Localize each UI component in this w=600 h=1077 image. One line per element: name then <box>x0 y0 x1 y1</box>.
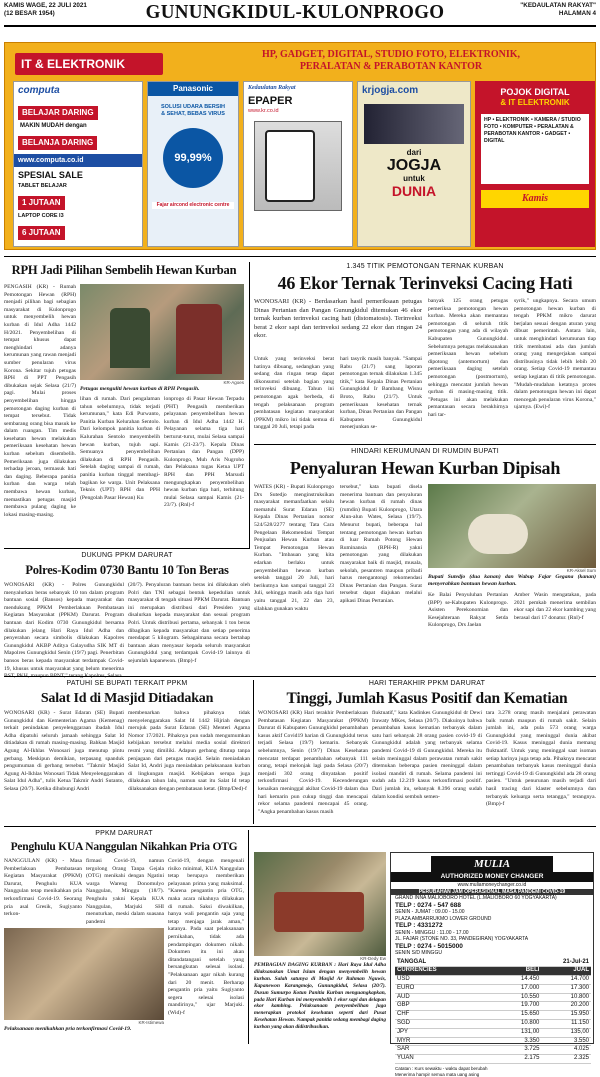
polres-kicker: DUKUNG PPKM DARURAT <box>81 552 173 559</box>
currency-code: SGD <box>395 1020 492 1029</box>
penghulu-body-col3: Covid-19, dengan mengenali risiko minimal, KUA Nanggulan tetap berupaya memberikan pelayanan prima yang maksimal. "Karena pengantin pria OTG, maka acara nikahnya dilakukan di rumah. Saksi diwakilkan, hanya wali pengantin saja yang tetap menjaga jarak aman," katanya. Pada saat pelaksanaan pernikahan, tidak ada pendampingan dokumen nikah. Dokumen itu ini akan ditandatangani setelah yang bersangkutan selesai isolasi. "Pelaksanaan agar nikah kurang dari 20 menit. Berharap pengantin pria yaitu Sugiyanto segera selesai isolasi mandirinya," ujar Marjuki. (Wid)-f <box>168 858 244 1016</box>
panasonic-dealer: Fajar aircond electronic centre <box>152 202 234 209</box>
penghulu-kicker: PPKM DARURAT <box>95 830 153 837</box>
mulia-subtitle: AUTHORIZED MONEY CHANGER <box>391 872 593 882</box>
computa-tag2: MAKIN MUDAH dengan <box>20 123 87 129</box>
col-buy: BELI <box>492 967 542 976</box>
mulia-office2: PLAZA AMBARRUKMO LOWER GROUND <box>395 915 492 922</box>
rph-headline: RPH Jadi Pilihan Sembelih Hewan Kurban <box>11 263 237 277</box>
tinggi-body-col3: tara 3.278 orang masih menjalani perawatan baik rumah maupun di rumah sakit. Selain jumlah ini, ada pula 573 orang warga Gunungkidul yang meninggal dunia akibat Covid-19. Kasus meninggal dunia memang fluktuatif. Untuk yang meninggal saat isoman setiap harinya juga tetap ada. Pihaknya mencatat penambahan terbanyak kasus meninggal dunia tertinggi Covid-19 di Gunungkidul ada 28 orang pasien. "Untuk penurunan masih terjadi dari hasil tracing dari klaster sebelumnya dan terbanyak keluarga serta tetangga," terangnya. (Bmp)-f <box>486 710 596 808</box>
mulia-url[interactable]: www.muliamoneychanger.co.id <box>457 882 527 888</box>
rph-photo-credit: KR-Agoes <box>223 380 244 385</box>
dipisah-body-col1: WATES (KR) - Bupati Kulonprogo Drs Sutedjo menginstruksikan masyarakat memanfaatkan selalu mematuhi Surat Edaran (SE) Kepala Dinas Pertanian nomor 524/528/2277 tentang Tata Cara Pengelaan Rekomendasi Tempat Penjualan Hewan Kurban atau Tempat Pemotongan Hewan Kurban. "Imbauan yang kita edarkan berlaku untuk penyembelihan hewan kurban setelah tanggal 20 Juli, hari berikutnya kan sampai tanggal 23 Juli, sehingga masih ada tiga hari yaitu tanggal 21, 22 dan 23, silahkan gunakan waktu <box>254 484 334 612</box>
table-row <box>395 984 591 993</box>
cacing-headline: 46 Ekor Ternak Terinveksi Cacing Hati <box>277 273 573 293</box>
ad-panasonic[interactable] <box>147 81 239 247</box>
sell-rate: 135,00 <box>541 1028 591 1037</box>
pojok-items: HP • ELEKTRONIK • KAMERA / STUDIO FOTO • KOMPUTER • PERALATAN & PERABOTAN KANTOR • GADGET • DIGITAL <box>481 114 589 184</box>
sell-rate: 17.300 <box>541 984 591 993</box>
col-sell: JUAL <box>541 967 591 976</box>
penghulu-photo-credit: KR-Istimewa <box>138 1020 164 1025</box>
salat-body-col1: WONOSARI (KR) - Surat Edaran (SE) Bupati Gunungkidul dan Kementerian Agama (Kemenag) terkait penindakan penyelenggaraan ibadah Idul Adha dipatuhi seluruh jamaah sehingga Salat Id ditiadakan di rumah masing-masing. Bahkan Masjid Agung Al-Ikhlas Wonosari juga menutup pintu gerbang. Meskipun demikian, terpasang spanduk pengumuman di gerbang tersebut. "Takmir Masjid Agung Al-Ikhlas Wonosari Tidak Menyelenggarakan Salat Idul Adha", tulis Ketua Takmir Andri Sutanto, Selasa (20/7). Ketika dihubungi Andri <box>4 710 124 792</box>
penghulu-body-col1: NANGGULAN (KR) - Masa Pemberlakuan Pembatasan Kegiatan Masyarakat (PPKM) Darurat, Penghulu KUA Nanggulan tetap menikahkan pria terkonfirmasi Covid-19. Seorang pria asal Gresik, Sugiyanto terkon- <box>4 858 82 918</box>
sell-rate: 11.150 <box>541 1020 591 1029</box>
buy-rate: 3.350 <box>492 1037 542 1046</box>
date-label: TANGGAL <box>395 959 492 967</box>
dipisah-headline: Penyaluran Hewan Kurban Dipisah <box>289 458 561 478</box>
currency-code: GBP <box>395 1002 492 1011</box>
founded-note: (12 BESAR 1954) <box>4 10 55 17</box>
rph-photo <box>80 284 244 380</box>
krjogja-logo: krjogja.com <box>362 85 419 96</box>
penghulu-caption: Pelaksanaan menikahkan pria terkonfirmasi Covid-19. <box>4 1026 132 1032</box>
salat-kicker: PATUHI SE BUPATI TERKAIT PPKM <box>66 680 188 687</box>
penghulu-headline: Penghulu KUA Nanggulan Nikahkan Pria OTG <box>10 841 238 853</box>
panasonic-line1: SOLUSI UDARA BERSIH <box>161 104 225 110</box>
panasonic-logo: Panasonic <box>148 82 238 96</box>
tinggi-body-col1: WONOSARI (KR) Hari terakhir Pemberlakuan Pembatasan Kegiatan Masyarakat (PPKM) Darurat di Kabupaten Gunungkidul penambahan kasus aktif Covid19 harian di Gunungkidul terus terjadi Selasa (19/7) kemarin. Sebanyak sebelumnya, Senin (19/7) Dinas Kesehatan mencatat terdapat penambahan sebanyak 111 orang, tetapi melonjak lagi pada Selasa (20/7) menjadi 302 orang dinyatakan positif terkonfirmasi Covid-19. Kecenderungan kenaikan meninggal akibat Covid-19 dalam dua hari kemarin pun cukup tinggi dan mencapai rekor selama pandemi mencapai 45 orang. "Angka penambahan kasus masih <box>258 710 368 815</box>
krjogja-big3: untuk <box>403 174 425 183</box>
buy-rate: 131,00 <box>492 1028 542 1037</box>
ad-pojok-digital[interactable] <box>475 81 595 247</box>
table-row <box>395 993 591 1002</box>
krjogja-big1: dari <box>406 148 422 157</box>
epaper-url[interactable]: www.kr.co.id <box>248 108 279 114</box>
ad-headline-line1: HP, GADGET, DIGITAL, STUDIO FOTO, ELEKTRONIK, <box>261 49 521 60</box>
section-title: GUNUNGKIDUL-KULONPROGO <box>145 1 445 23</box>
epaper-brand: Kedaulatan Rakyat <box>248 85 296 91</box>
panasonic-line2: & SEHAT, BEBAS VIRUS <box>161 111 225 117</box>
dipisah-caption: Bupati Sutedjo (dua kanan) dan Wabup Fajar Gegana (kanan) menyerahkan bantuan hewan kurban. <box>428 574 596 588</box>
ad-epaper[interactable] <box>243 81 353 247</box>
currency-code: YUAN <box>395 1055 492 1064</box>
krjogja-phone-image <box>364 104 464 144</box>
computa-item1: TABLET BELAJAR <box>18 183 67 189</box>
mulia-office3: JL. FAJAR (STONE NO. 33, PANDEGIRAN) YOGYAKARTA <box>395 936 529 942</box>
mulia-logo: MULIA <box>431 856 553 872</box>
sell-rate: 20.200 <box>541 1002 591 1011</box>
ad-mulia-money-changer[interactable] <box>390 852 594 1077</box>
col-currency: CURRENCIES <box>395 967 492 976</box>
dipisah-photo <box>428 484 596 568</box>
krjogja-big4: DUNIA <box>391 183 437 199</box>
divider <box>254 444 596 445</box>
table-row <box>395 1028 591 1037</box>
masthead <box>4 2 596 24</box>
ad-banner-it-elektronik[interactable] <box>4 42 596 250</box>
sell-rate: 2.325 <box>541 1055 591 1064</box>
polres-body-col1: WONOSARI (KR) - Polres Gunungkidul menyalurkan beras sebanyak 10 ton dalam program bantuan sosial (Bansos) kepada masyarakat dan mendukung PPKM Pemberlakuan Pembatasan Kegiatan Masyarakat (PPKM) Darurat. Program bantuan dari Kodim 0730 Gunungkidul bersama dilakukan jelang Hari Raya Idul Adha dan penyerahan secara simbolis dilakukan Kapolres Gunungkidul AKBP Aditya Galayudha SIK MT di Mapolres Gunungkidul Senin (19/7) pagi. Penerbitan bansos beras kepada masyarakat terdampak Covid-19, khusus untuk masyarakat yang belum menerima <box>4 582 124 672</box>
mulia-hours3: SENIN S/D MINGGU <box>395 950 442 956</box>
mulia-notice: PERUBAHAN JAM OPERASIONAL MASA PANDEMI COVID-19 <box>391 889 593 896</box>
krjogja-big2: JOGJA <box>386 157 442 174</box>
mulia-hours2: SENIN - MINGGU : 11.00 - 17.00 <box>395 929 469 936</box>
buy-rate: 19.700 <box>492 1002 542 1011</box>
mulia-phone2: TELP : 4331272 <box>395 922 443 929</box>
penghulu-body-col2: firmasi Covid-19, namun tergolong Orang Tanpa Gejala (OTG) menikahi dengan Ngatini warga Wareng Donomulyo Nanggulan, Minggu (18/7). Penghulu yakni Kepala KUA Nanggulan, Marjuki SHI menuturkan, meski dalam suasana pandemi <box>86 858 164 925</box>
divider <box>248 830 249 1044</box>
exchange-rate-table <box>395 959 591 1065</box>
tinggi-headline: Tinggi, Jumlah Kasus Positif dan Kematian <box>286 690 568 707</box>
table-row <box>395 1011 591 1020</box>
pojok-title2: & IT ELEKTRONIK <box>500 98 570 107</box>
currency-code: CHF <box>395 1011 492 1020</box>
pojok-title1: POJOK DIGITAL <box>500 87 570 97</box>
rate-date-row <box>395 959 591 967</box>
ad-headline-line2: PERALATAN & PERABOTAN KANTOR <box>299 61 483 72</box>
salat-body-col2: membenarkan bahwa pihaknya tidak menyelenggarakan Salat Id 1442 Hijriah dengan merujuk pada Surat Edaran (SE) Menteri Agama Nomor 17/2021. Pihaknya pun sudah mengumumkan kebijakan tersebut melalui media sosial direktori resmi yang dimiliki. Adapun gerbang ditutup tanpa penjagaan dari petugas masjid. Selain meniadakan Salat Id, Andri juga meniadakan pelaksanaan kurban di lingkungan masjid. Kebijakan serupa juga dilakukan tahun lalu, namun saat itu Salat Id tetap dilaksanakan dengan pembatasan ketat. (Bmp/Ded)-f <box>128 710 250 792</box>
ad-computa[interactable] <box>13 81 143 247</box>
currency-code: USD <box>395 976 492 985</box>
table-row <box>395 1055 591 1064</box>
sell-rate: 4.025 <box>541 1046 591 1055</box>
currency-code: AUD <box>395 993 492 1002</box>
computa-promo: SPESIAL SALE <box>18 170 83 180</box>
masthead-left <box>4 2 87 18</box>
dipisah-body-col3: Ke Balai Penyuluhan Pertanian (BPP) se-Kabupaten Kulonprogo. Asisten Perekonomian dan Kesejahteraan Rakyat Setda Kulonprogo, Drs Jaelan <box>428 592 508 629</box>
divider <box>253 680 254 824</box>
table-row <box>395 1037 591 1046</box>
sell-rate: 14.700 <box>541 976 591 985</box>
currency-code: SAR <box>395 1046 492 1055</box>
cacing-body-col2: hari tasyrik masih banyak. "Sampai Rabu (21/7) sang laporan pemotongan ternak dilakukan 1.345 titik," kata Kepala Dinas Pertanian Gunungkidul Ir Bambang Wisnu Broto, Rabu (21/7). Untuk pemeriksaan kesehatan ternak kurban, Dinas Pertanian dan Pangan Kabupaten Gunungkidul menerjunkan se- <box>340 356 422 431</box>
polres-body-col2: (20/7). Penyaluran bantuan beras ini dilakukan oleh Polri dan TNI sebagai bentuk kepedulian untuk masyarakat di tengah situasi PPKM Darurat. Bantuan ini merupakan distribusi dari Presiden yang disalurkan kepada masyarakat dan sesuai program Polri. Untuk distribusi pertama, sebanyak 1 ton beras dibagikan kepada masyarakat dan setiap penerima mendapat 5 kilogram. Sebagaimana secara bertahap bantuan akan menyasar kepada seluruh masyarakat Gunungkidul yang terdampak Covid-19 lainnya di sejumlah kapanewon. (Bmp)-f <box>128 582 250 664</box>
rph-body-col1: PENGASIH (KR) - Rumah Pemotongan Hewan (RPH) menjadi pilihan bagi sebagian masyarakat di Kulonprogo untuk menyembelih hewan kurban di Idul Adha 1442 H/2021. Penyembelihan di tempat khusus dapat menghindari adanya kerumunan yang rawan menjadi sumber penularan virus Korona. Sekitar tujuh petugas RPH di PPT Pengasih dibukakan sejak Selasa (21/7) pagi. Mulai proses penyembelihan hingga pemotongan daging kurban di tempat tersebut. Tidak sembarang orang bisa masuk ke dalam ruangan. Tim medis kesehatan hewan melakukan pemeriksaan kesehatan hewan kurban sebelum disembelih. Pemeriksaan juga dilakukan terhadap jeroan, termasuk hati dan daging. Beberapa panitia kurban dan warga telah membawa hewan kurban, memastikan petugas masjid membawa pulang daging ke lokasi masing-masing. <box>4 284 76 518</box>
computa-item2: LAPTOP CORE I3 <box>18 213 64 219</box>
divider <box>4 676 596 677</box>
panasonic-badge: 99,99% <box>163 128 223 188</box>
currency-code: MYR <box>395 1037 492 1046</box>
computa-url[interactable]: www.computa.co.id <box>14 154 142 167</box>
computa-price2: 6 JUTAAN <box>18 226 65 240</box>
salat-headline: Salat Id di Masjid Ditiadakan <box>40 691 214 706</box>
divider <box>4 826 596 827</box>
daging-photo-credit: KR-Dedy Ew <box>360 956 386 961</box>
ad-category-tag: IT & ELEKTRONIK <box>15 53 163 75</box>
masthead-right <box>520 2 596 18</box>
page-number: HALAMAN 4 <box>558 10 596 17</box>
daging-caption: PEMBAGIAN DAGING KURBAN : Hari Raya Idul Adha dilaksanakan Umat Islam dengan menyembelih hewan kurban. Salah satunya di Masjid Ar Rahman Nguwis, Kapanewon Karangmojo, Gunungkidul, Selasa (20/7). Dusun Sumurpo Kotun Panitia Kurban menguangkapkan, pada Hari Kurban ini menyembelih 1 ekor sapi dan delapan ekor kambing. Pelaksanaan penyembelihan juga menerapkan protokol kesehatan seperti dari Pusat Kesehatan Hewan. Nampak panitia sedang membagi daging kurban yang akan didistribusikan. <box>254 962 386 1031</box>
buy-rate: 2.175 <box>492 1055 542 1064</box>
mulia-footer1: Catatan : Kurs sewaktu - waktu dapat berubah <box>395 1066 488 1072</box>
sell-rate: 10.800 <box>541 993 591 1002</box>
computa-logo: computa <box>18 85 60 96</box>
buy-rate: 3.725 <box>492 1046 542 1055</box>
rph-body-col3: lonprogo di Pasar Hewan Terpadu (PHT) Pengasih memberikan pelayanan penyembelihan hewan kurban di Idul Adha 1442 H. Pelayanan selama tiga hari berturut-turut, mulai Selasa sampai Kamis (21-23/7). Kepala Dinas Pertanian dan Pangan (DPP) Kulonprogo, Muh Aris Nugroho dan Pelaksana tugas Ketua UPT RPH dan PPH Marsudi mengungkapkan penyembelihan hewan kurban tiga hari, terhitung mulai Selasa sampai Kamis (21-23/7). (Rnl)-f <box>164 396 244 509</box>
cacing-lead: WONOSARI (KR) - Berdasarkan hasil pemeriksaan petugas Dinas Pertanian dan Pangan Gunungkidul ditemukan 46 ekor ternak kurban terinveksi cacing hati (distomatosis). Terinveksi berat 2 ekor sapi dan terinveksi sedang 22 ekor dan ringan 24 ekor. <box>254 298 422 340</box>
pojok-day: Kamis <box>481 190 589 208</box>
daging-photo <box>254 852 386 956</box>
cacing-body-col3: banyak 125 orang petugas pemeriksa pemotongan hewan kurban. Mereka akan memantau pemotongan di seluruh titik pemotongan yang ada di wilayah Kabupaten Gunungkidul. Sebelumnya petugas melaksanakan pemeriksaan hewan sebelum dipotong (antemortum) dan pemeriksaan daging setelah pemotongan (postmortum), sehingga mencatat jumlah hewan qurban di masing-masing titik. "Petugas ini akan melakukan pemantauan secara berakhirnya hari tar- <box>428 298 508 418</box>
divider <box>4 256 596 257</box>
dipisah-body-col2: tersebut," kata bupati disela menerima bantuan dan penyaluran hewan kurban di rumah dinas (rumdin) Bupati Kulonprogo, Utara Alun-alun Wates, Selasa (19/7). Menurut bupati, beberapa hal tentang pemotongan hewan kurban di luar Rumah Potong Hewan Ruminansia (RPH-R) yakni pemotongan yang dilakukan masyarakat baik di masjid, musala, sekolah, pesantren maupun pribadi harus mengantongi rekomendasi Dinas Pertanian dan Pangan. Surat tersebut dapat diajukan melalui apikasi Dinas Pertanian. <box>340 484 422 604</box>
buy-rate: 17.000 <box>492 984 542 993</box>
currency-code: JPY <box>395 1028 492 1037</box>
table-row <box>395 1002 591 1011</box>
buy-rate: 10.550 <box>492 993 542 1002</box>
currency-code: EURO <box>395 984 492 993</box>
rate-header-row <box>395 967 591 976</box>
tinggi-body-col2: fluktuatif," kata Kadinkes Gunungkidul dr Dewi Irawaty MKes, Selasa (20/7). Diakuinya bahwa penambahan kasus kematian terbanyak dalam satu hari sebanyak 28 orang pasien covid-19 di Gunungkidul adalah yang terbanyak selama pandemi Covid-19 di Gunungkidul. Mereka itu selain meninggal dalam perawatan rumah sakit ditemukan beberapa pasien meninggal dalam isolasi mandiri di rumah. Selama pandemi ini sudah ada 12.219 kasus terkonfirmasi positif. Dari jumlah itu, sebanyak 8.396 orang sudah dalam kondisi sembuh semen- <box>372 710 482 800</box>
ad-headline <box>191 49 591 73</box>
mulia-phone3: TELP : 0274 - 5015000 <box>395 942 463 950</box>
edition-date: KAMIS WAGE, 22 JULI 2021 <box>4 2 87 9</box>
mulia-phone1: TELP : 0274 - 547 688 <box>395 901 462 909</box>
penghulu-photo <box>4 928 164 1020</box>
rph-body-col2: lihan di rumah. Dari pengalaman tahun sebelumnya, tidak terjadi kerumunan," kata Edi Purwanto, Panitia Kurban Kelurahan Sentolo. Dari kelompok panitia kurban di Kalurahan Sentolo menyembelih hewan kurban, tujuh sapi. Semuanya penyembelihan dilakukan di RPH Pengasih. Setelah daging sampai di rumah, panitia kurban tinggal membagi-bagikan ke warga. Unit Pelaksana Teknis (UPT) RPH dan PPH (Pengolah Pasar Hewan) Ku <box>80 396 160 501</box>
dipisah-kicker: HINDARI KERUMUNAN DI RUMDIN BUPATI <box>351 448 499 455</box>
cacing-body-col1: Untuk yang terinveksi berat hatinya dibuang, sedangkan yang sedang dan ringan tetap dapat dikonsumsi setelah bagian yang terinveksi dibuang. Tahun ini pemotongan agak berbeda, di tengah pelaksanaan program pembatasan kegiatan masyarakat (PPKM) mikro ini tidak semua di tanggal 20 Juli, tetapi pada <box>254 356 334 431</box>
table-row <box>395 1046 591 1055</box>
sell-rate: 15.950 <box>541 1011 591 1020</box>
computa-tag3: BELANJA DARING <box>18 136 97 150</box>
ad-krjogja[interactable] <box>357 81 471 247</box>
cacing-body-col4: syrik," ungkapnya. Secara umum pemotongan hewan kurban di tengah PPKM mikro darurat berjalan sesuai dengan aturan yang dibuat pemerintah. Antara lain, untuk menghindari kerumunan tiap titik membatasi ada dan jumlah orang yang mengerjakan sampai distribusinya tidak lebih lebih 20 orang. Setiap Covid-19 memantau setiap kegiatan di titik pemotongan. "Mudah-mudahan ketatnya protes dalam pemotongan hewan ini dapat mencegah penularan virus Korona," ujarnya. (Ewi)-f <box>514 298 596 411</box>
rph-caption: Petugas menguliti hewan kurban di RPH Pengasih. <box>80 386 200 392</box>
buy-rate: 15.650 <box>492 1011 542 1020</box>
computa-tag1: BELAJAR DARING <box>18 106 98 120</box>
table-row <box>395 1020 591 1029</box>
divider <box>249 262 250 548</box>
buy-rate: 14.450 <box>492 976 542 985</box>
rate-date: 21-Jul-21 <box>492 959 591 967</box>
computa-price1: 1 JUTAAN <box>18 196 65 210</box>
table-row <box>395 976 591 985</box>
tinggi-kicker: HARI TERAKHIR PPKM DARURAT <box>368 680 486 687</box>
dipisah-photo-credit: KR-Aksel Sum <box>566 568 596 573</box>
dipisah-body-col4: Amber Wasin mengatakan, pada 2021 pemkab menerima sembilan ekor sapi dan 22 ekor kambing yang berasal dari 17 donatur. (Rnl)-f <box>514 592 596 621</box>
paper-name: "KEDAULATAN RAKYAT" <box>520 2 596 9</box>
buy-rate: 10.800 <box>492 1020 542 1029</box>
sell-rate: 3.550 <box>541 1037 591 1046</box>
mulia-hours1: SENIN - JUMAT : 09.00 - 15.00 <box>395 909 465 915</box>
epaper-phone-image <box>254 121 342 211</box>
cacing-kicker: 1.345 TITIK PEMOTONGAN TERNAK KURBAN <box>346 263 504 270</box>
mulia-footer2: Menerima hampir semua mata uang asing <box>395 1071 480 1077</box>
masthead-rule <box>4 25 596 27</box>
polres-headline: Polres-Kodim 0730 Bantu 10 Ton Beras <box>25 563 229 577</box>
epaper-title: EPAPER <box>248 95 293 107</box>
divider <box>4 548 250 549</box>
mulia-office1: GRAND INNA MALIOBORO HOTEL (L.MALIOBORO 60 YOGYAKARTA) <box>395 895 557 901</box>
